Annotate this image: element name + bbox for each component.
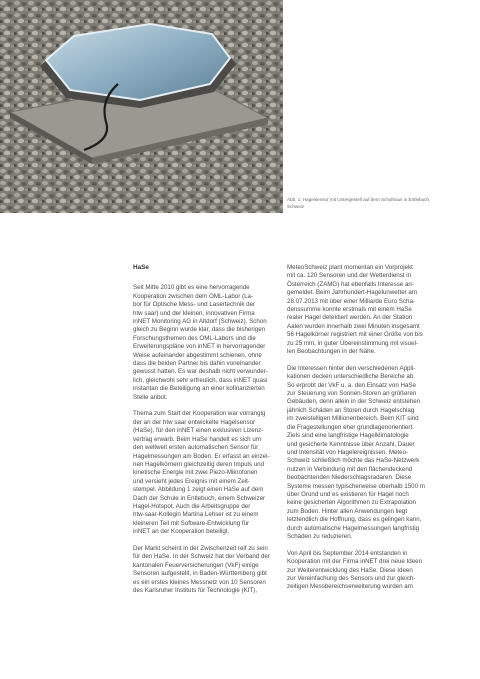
paragraph: Thema zum Start der Kooperation war vorrangig der an der htw saar entwickelte Hagelsensor (HaSe), für den inNET einen exklusiven Lizenz- vertrag erwarb. Beim HaSe handelt es sich um den weltweit ersten automatischen Sensor für Hagelmessungen am Boden. Er erfasst an einzel- nen Hagelkörnern gleichzeitig deren Impuls und kinetische Energie mit zwei Piezo-Mikrofonen und versieht jedes Ereignis mit einem Zeit- stempel. Abbildung 1 zeigt einen HaSe auf dem Dach der Schule in Entlebuch, einem Schweizer Hagel-Hotspot. Auch die Arbeitsgruppe der htw-saar-Kollegin Martina Lehser ist zu einem kleineren Teil mit Software-Entwicklung für inNET an der Kooperation beteiligt. <box>133 410 270 536</box>
figure-caption: Abb. 1: Hagelsensor mit Untergestell auf dem Schulhaus in Entlebuch, Schweiz <box>287 197 431 209</box>
article-column-left <box>133 264 276 604</box>
article-column-right <box>287 264 433 600</box>
hail-sensor-illustration <box>0 0 283 213</box>
paragraph: MeteoSchweiz plant momentan ein Vorprojekt mit ca. 120 Sensoren und der Wetterdienst in Österreich (ZAMG) hat ebenfalls Interesse an- gemeldet. Beim Jahrhundert-Hagelunwetter am 28.07.2013 mit über einer Milliarde Euro Scha- denssumme konnte erstmals mit einem HaSe realer Hagel detektiert werden. An der Station Aalen wurden innerhalb zwei Minuten insgesamt 56 Hagelkörner registriert mit einer Größe von bis zu 25 mm, in guter Übereinstimmung mit visuel- len Beobachtungen in der Nähe. <box>287 264 423 356</box>
hail-sensor-photo <box>0 0 283 213</box>
paragraph: Seit Mitte 2010 gibt es eine hervorragende Kooperation zwischen dem OML-Labor (La- bor für Optische Mess- und Lasertechnik der htw saar) und der kleinen, innovativen Firma inNET Monitoring AG in Altdorf (Schweiz). Schon gleich zu Beginn wurde klar, dass die bisherigen Forschungsthemen des OML-Labors und die Erweiterungspläne von inNET in hervorragender Weise aufeinander abgestimmt schienen, ohne dass die beiden Partner bis dahin voneinander gewusst hatten. Es war deshalb nicht verwunder- lich, gleichwohl sehr erfreulich, dass inNET quasi instantan die Beteiligung an einer kofinanzierten Stelle anbot. <box>133 284 268 401</box>
article-heading: HaSe <box>133 264 149 271</box>
paragraph: Von April bis September 2014 entstanden in Kooperation mit der Firma inNET drei neue Ideen zur Weiterentwicklung des HaSe. Diese Ideen zur Vereinfachung des Sensors und zur gleich- zeitigen Messbereichserweiterung wurden am <box>287 549 423 591</box>
paragraph: Die Interessen hinter den verschiedenen Appli- kationen decken unterschiedliche Bereiche ab. So erprobt der VkF u. a. den Einsatz von HaSe zur Steuerung von Sonnen-Storen an größeren Gebäuden, denn allein in der Schweiz entstehen jährlich Schäden an Storen durch Hagelschlag im zweistelligen Millionenbereich. Beim KIT sind die Fragestellungen eher grundlagenorientiert. Ziels sind eine langfristige Hagelklimatologie und gesicherte Kenntnisse über Anzahl, Dauer und Intensität von Hagelereignissen. Meteo- Schweiz schließlich möchte das HaSe-Netzwerk nutzen in Verbindung mit den flächendeckend beobachtenden Niederschlagsradaren. Diese Systeme messen typischerweise oberhalb 1500 m über Grund und es existieren für Hagel noch keine gesicherten Algorithmen zu Extrapolation zum Boden. Hinter allen Anwendungen liegt letztendlich die Hoffnung, dass es gelingen kann, durch automatische Hagelmessungen langfristig Schäden zu reduzieren. <box>287 364 425 540</box>
paragraph: Der Markt scheint in der Zwischenzeit reif zu sein für den HaSe. In der Schweiz hat der Verband der kantonalen Feuerversicherungen (VkF) einige Sensoren aufgestellt, in Baden-Württemberg gibt es ein erstes kleines Messnetz von 10 Sensoren des Karlsruher Instituts für Technologie (KIT), <box>133 544 270 594</box>
